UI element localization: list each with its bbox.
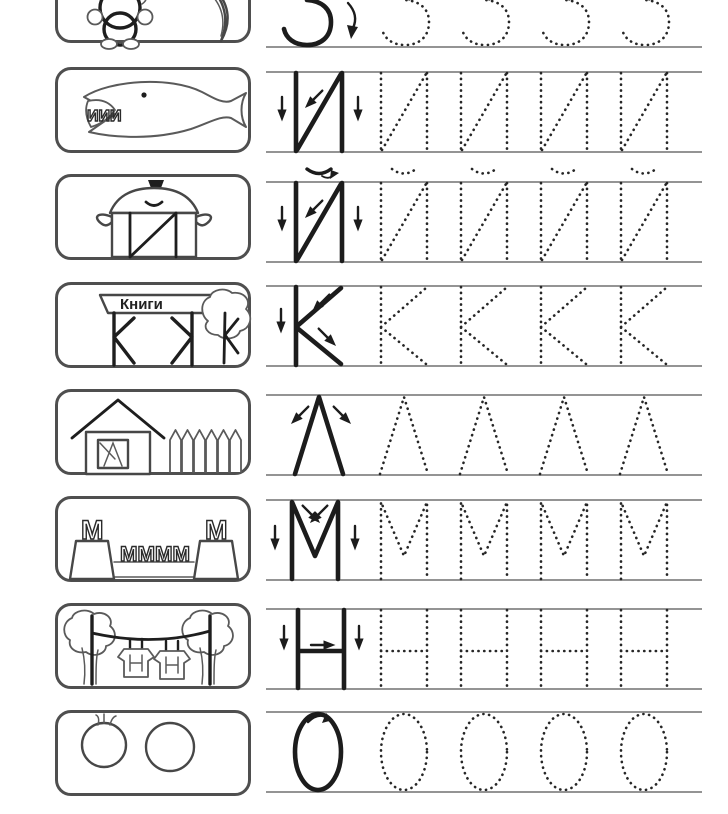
trace-letter (381, 610, 427, 688)
trace-letter (622, 0, 669, 45)
trace-letter (540, 397, 588, 474)
stroke-arrow (277, 207, 286, 232)
trace-letter (541, 502, 587, 579)
picture-box-el (55, 389, 251, 475)
trace-letter (621, 73, 667, 151)
round-fruits-icon (58, 713, 248, 793)
bridge-tower-letter: М (205, 515, 228, 545)
fish-icon (58, 70, 248, 150)
trace-letter (541, 714, 587, 790)
bridge-rail-letters: ММММ (120, 543, 190, 566)
book-stall-sign: Книги (120, 296, 163, 313)
picture-box-i (55, 67, 251, 153)
bridge-icon (58, 499, 248, 579)
stroke-arrow (279, 626, 288, 651)
trace-letter (382, 0, 429, 45)
stroke-arrow (276, 309, 285, 334)
trace-letter (621, 502, 667, 579)
trace-letter (462, 0, 509, 45)
trace-letter (381, 502, 427, 579)
solid-letter-ze (284, 0, 358, 45)
book-stall-icon (58, 285, 248, 365)
stroke-arrow (311, 640, 336, 649)
fruit-icon (82, 723, 126, 767)
crescent-icon (200, 0, 228, 41)
stroke-arrow (350, 526, 359, 551)
solid-letter-o (295, 713, 341, 790)
practice-line-em (262, 480, 708, 602)
trace-letter (381, 287, 426, 365)
trace-letter (621, 610, 667, 688)
solid-letter-i (277, 73, 362, 151)
trace-letter (621, 287, 666, 365)
stroke-arrow (270, 526, 279, 551)
stroke-arrow (309, 291, 333, 315)
trace-letter (460, 397, 508, 474)
shirt-icon (154, 641, 190, 679)
trace-letter (461, 502, 507, 579)
picture-box-em (55, 496, 251, 582)
tree-icon (202, 290, 250, 363)
practice-line-o (262, 692, 708, 814)
stroke-arrow (353, 207, 362, 232)
trace-letter (381, 73, 427, 151)
practice-line-el (262, 375, 708, 497)
practice-line-ka (262, 266, 708, 388)
trace-letter (541, 287, 586, 365)
trace-letter (381, 714, 427, 790)
stroke-arrow (277, 97, 286, 122)
picture-box-en (55, 603, 251, 689)
trace-letter (541, 610, 587, 688)
shirt-icon (118, 639, 154, 677)
picture-box-ze (55, 0, 251, 43)
trace-letter (621, 714, 667, 790)
hare-with-crescent-icon (58, 0, 248, 40)
tree-icon (64, 611, 115, 684)
fish-eye (141, 92, 146, 97)
fence-icon (170, 430, 241, 472)
stroke-arrow (330, 403, 354, 427)
hare-icon (88, 0, 153, 49)
stroke-arrow (288, 403, 312, 427)
solid-letter-ka (276, 287, 341, 365)
house-icon (58, 392, 248, 472)
solid-letter-en (279, 610, 363, 688)
pot-knob (148, 180, 164, 188)
picture-box-i-kratkoye (55, 174, 251, 260)
bridge-tower-letter: М (81, 515, 104, 545)
stroke-arrow (348, 3, 355, 28)
trace-letter (461, 610, 507, 688)
stroke-arrow (353, 97, 362, 122)
fruit-icon (146, 723, 194, 771)
trace-letter (620, 397, 668, 474)
stroke-arrow (354, 626, 363, 651)
pot-icon (58, 177, 248, 257)
trace-letter (461, 714, 507, 790)
solid-letter-el (288, 397, 355, 474)
practice-line-i (262, 52, 708, 174)
trace-letter (542, 0, 589, 45)
trace-letter (461, 287, 506, 365)
trace-letter (380, 397, 428, 474)
fish-teeth-letters: ИИИ (87, 108, 122, 125)
trace-letter (461, 73, 507, 151)
trace-letter (541, 73, 587, 151)
solid-letter-em (270, 502, 359, 579)
clothesline-icon (58, 606, 248, 686)
picture-box-ka (55, 282, 251, 368)
tree-icon (182, 611, 233, 684)
picture-box-o (55, 710, 251, 796)
